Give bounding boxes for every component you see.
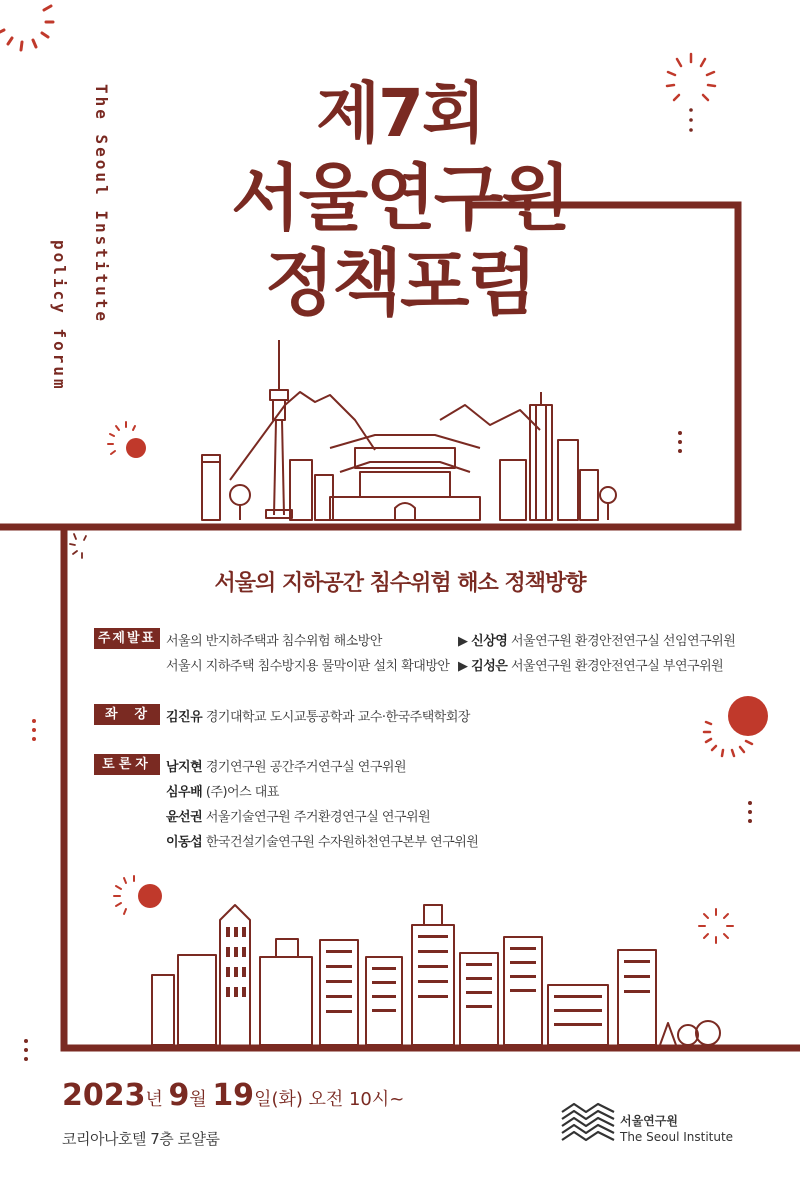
event-day: 19 bbox=[212, 1078, 255, 1113]
firework-left-mid-icon bbox=[106, 420, 152, 466]
firework-top-left-icon bbox=[0, 0, 70, 55]
presentation-speaker-2: ▶ 김성은 서울연구원 환경안전연구실 부연구위원 bbox=[458, 659, 724, 674]
logo-name-en: The Seoul Institute bbox=[620, 1130, 734, 1144]
seoul-skyline-illustration bbox=[190, 330, 620, 525]
chair-tag: 좌 장 bbox=[94, 704, 160, 725]
event-month: 9 bbox=[168, 1078, 190, 1113]
chair-info bbox=[166, 706, 470, 725]
forum-subtitle: 서울의 지하공간 침수위험 해소 정책방향 bbox=[214, 571, 586, 596]
city-buildings-illustration bbox=[148, 895, 738, 1047]
presentation-tag: 주제발표 bbox=[94, 628, 160, 649]
presentation-topic-2: 서울시 지하주택 침수방지용 물막이판 설치 확대방안 bbox=[166, 659, 450, 674]
vertical-brand-text: The Seoul Institute bbox=[92, 84, 111, 325]
presentation-topic-1: 서울의 반지하주택과 침수위험 해소방안 bbox=[166, 634, 382, 649]
seoul-institute-logo-icon bbox=[560, 1100, 616, 1146]
event-time: 오전 10시~ bbox=[308, 1089, 405, 1110]
dots-right-lower-icon bbox=[744, 798, 756, 828]
title-edition: 제7회 bbox=[316, 75, 484, 152]
panelist-name-1: 남지현 bbox=[166, 760, 203, 775]
firework-right-mid-icon bbox=[700, 694, 772, 760]
speaker-affiliation-1: 서울연구원 환경안전연구실 선임연구위원 bbox=[510, 634, 736, 649]
panelist-1 bbox=[166, 756, 406, 775]
panelist-name-4: 이동섭 bbox=[166, 835, 203, 850]
panel-tag: 토론자 bbox=[94, 754, 160, 775]
title-institute: 서울연구원 bbox=[231, 156, 569, 240]
speaker-name-2: 김성은 bbox=[471, 659, 508, 674]
chair-affiliation: 경기대학교 도시교통공학과 교수·한국주택학회장 bbox=[205, 710, 470, 725]
event-day-unit: 일 bbox=[254, 1089, 272, 1110]
event-month-unit: 월 bbox=[189, 1089, 207, 1110]
event-year: 2023 bbox=[62, 1078, 146, 1113]
panelist-affiliation-1: 경기연구원 공간주거연구실 연구위원 bbox=[205, 760, 407, 775]
panelist-4 bbox=[166, 831, 478, 850]
dots-left-icon bbox=[28, 716, 40, 746]
logo-name-ko: 서울연구원 bbox=[620, 1114, 678, 1128]
panelist-affiliation-3: 서울기술연구원 주거환경연구실 연구위원 bbox=[205, 810, 431, 825]
title-forum: 정책포럼 bbox=[264, 241, 536, 325]
speaker-name-1: 신상영 bbox=[471, 634, 508, 649]
event-datetime bbox=[62, 1078, 404, 1113]
chair-name: 김진유 bbox=[166, 710, 203, 725]
panelist-3 bbox=[166, 806, 430, 825]
panelist-affiliation-2: (주)어스 대표 bbox=[205, 785, 279, 800]
dots-bottom-left-icon bbox=[20, 1036, 32, 1066]
panelist-name-2: 심우배 bbox=[166, 785, 203, 800]
firework-subtitle-left-icon bbox=[68, 530, 98, 566]
event-venue: 코리아나호텔 7층 로얄룸 bbox=[62, 1130, 220, 1148]
event-weekday: (화) bbox=[271, 1089, 303, 1110]
dots-right-icon bbox=[674, 428, 686, 458]
panelist-affiliation-4: 한국건설기술연구원 수자원하천연구본부 연구위원 bbox=[205, 835, 479, 850]
presentation-speaker-1: ▶ 신상영 서울연구원 환경안전연구실 선임연구위원 bbox=[458, 634, 736, 649]
event-year-unit: 년 bbox=[145, 1089, 163, 1110]
panelist-2 bbox=[166, 781, 279, 800]
vertical-policy-text: policy forum bbox=[50, 240, 69, 392]
panelist-name-3: 윤선권 bbox=[166, 810, 203, 825]
speaker-affiliation-2: 서울연구원 환경안전연구실 부연구위원 bbox=[510, 659, 724, 674]
